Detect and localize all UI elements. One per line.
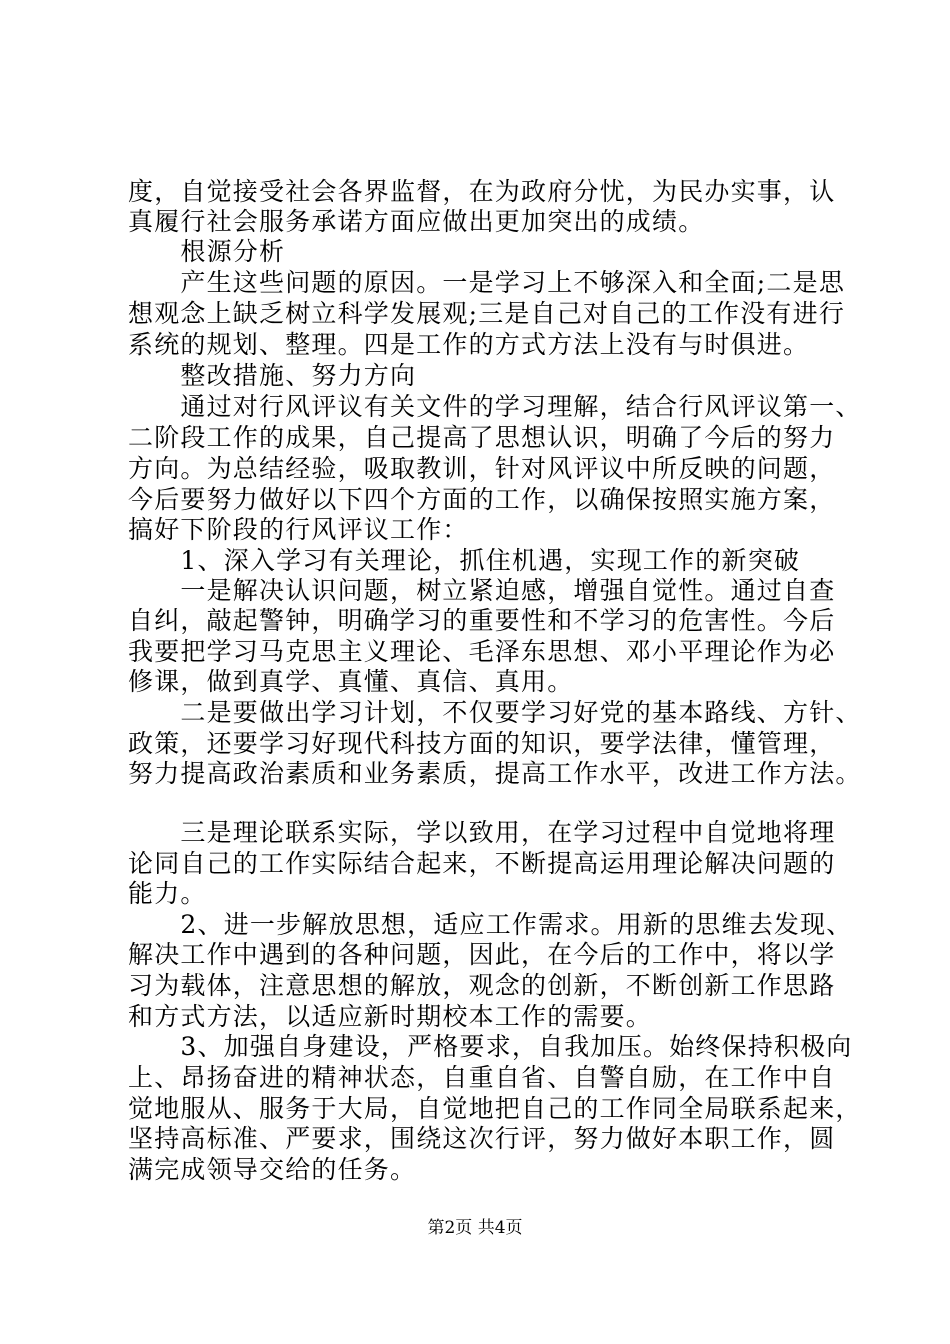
text-line: 坚持高标准、严要求，围绕这次行评，努力做好本职工作，圆	[128, 1124, 836, 1153]
text-line: 我要把学习马克思主义理论、毛泽东思想、邓小平理论作为必	[128, 637, 836, 666]
text-line: 今后要努力做好以下四个方面的工作，以确保按照实施方案，	[128, 485, 836, 514]
text-line: 自纠，敲起警钟，明确学习的重要性和不学习的危害性。今后	[128, 606, 836, 635]
text-line: 能力。	[128, 879, 207, 908]
text-line: 论同自己的工作实际结合起来，不断提高运用理论解决问题的	[128, 849, 836, 878]
list-heading: 1、深入学习有关理论，抓住机遇，实现工作的新突破	[128, 546, 801, 575]
page-number-footer: 第2页 共4页	[427, 1218, 523, 1238]
text-line: 满完成领导交给的任务。	[128, 1155, 417, 1184]
text-line: 修课，做到真学、真懂、真信、真用。	[128, 667, 574, 696]
text-line: 产生这些问题的原因。一是学习上不够深入和全面;二是思	[128, 268, 846, 297]
text-line: 和方式方法，以适应新时期校本工作的需要。	[128, 1002, 653, 1031]
text-line: 想观念上缺乏树立科学发展观;三是自己对自己的工作没有进行	[128, 299, 846, 328]
text-line: 上、昂扬奋进的精神状态，自重自省、自警自励，在工作中自	[128, 1063, 836, 1092]
text-line: 方向。为总结经验，吸取教训，针对风评议中所反映的问题，	[128, 454, 836, 483]
text-line: 二阶段工作的成果，自己提高了思想认识，明确了今后的努力	[128, 423, 836, 452]
text-line: 二是要做出学习计划，不仅要学习好党的基本路线、方针、	[128, 698, 862, 727]
text-line: 政策，还要学习好现代科技方面的知识，要学法律，懂管理，	[128, 729, 836, 758]
text-line: 真履行社会服务承诺方面应做出更加突出的成绩。	[128, 207, 705, 236]
text-line: 通过对行风评议有关文件的学习理解，结合行风评议第一、	[128, 392, 862, 421]
text-line: 努力提高政治素质和业务素质，提高工作水平，改进工作方法。	[128, 759, 862, 788]
text-line: 解决工作中遇到的各种问题，因此，在今后的工作中，将以学	[128, 940, 836, 969]
section-heading: 根源分析	[128, 237, 286, 266]
text-line: 搞好下阶段的行风评议工作：	[128, 515, 469, 544]
list-heading: 3、加强自身建设，严格要求，自我加压。始终保持积极向	[128, 1032, 853, 1061]
text-line: 一是解决认识问题，树立紧迫感，增强自觉性。通过自查	[128, 576, 836, 605]
text-line: 系统的规划、整理。四是工作的方式方法上没有与时俱进。	[128, 330, 810, 359]
text-line: 觉地服从、服务于大局，自觉地把自己的工作同全局联系起来，	[128, 1094, 862, 1123]
text-line: 度，自觉接受社会各界监督，在为政府分忧，为民办实事，认	[128, 177, 836, 206]
text-line: 习为载体，注意思想的解放，观念的创新，不断创新工作思路	[128, 971, 836, 1000]
section-heading: 整改措施、努力方向	[128, 361, 417, 390]
list-heading: 2、进一步解放思想，适应工作需求。用新的思维去发现、	[128, 910, 853, 939]
text-line: 三是理论联系实际，学以致用，在学习过程中自觉地将理	[128, 818, 836, 847]
